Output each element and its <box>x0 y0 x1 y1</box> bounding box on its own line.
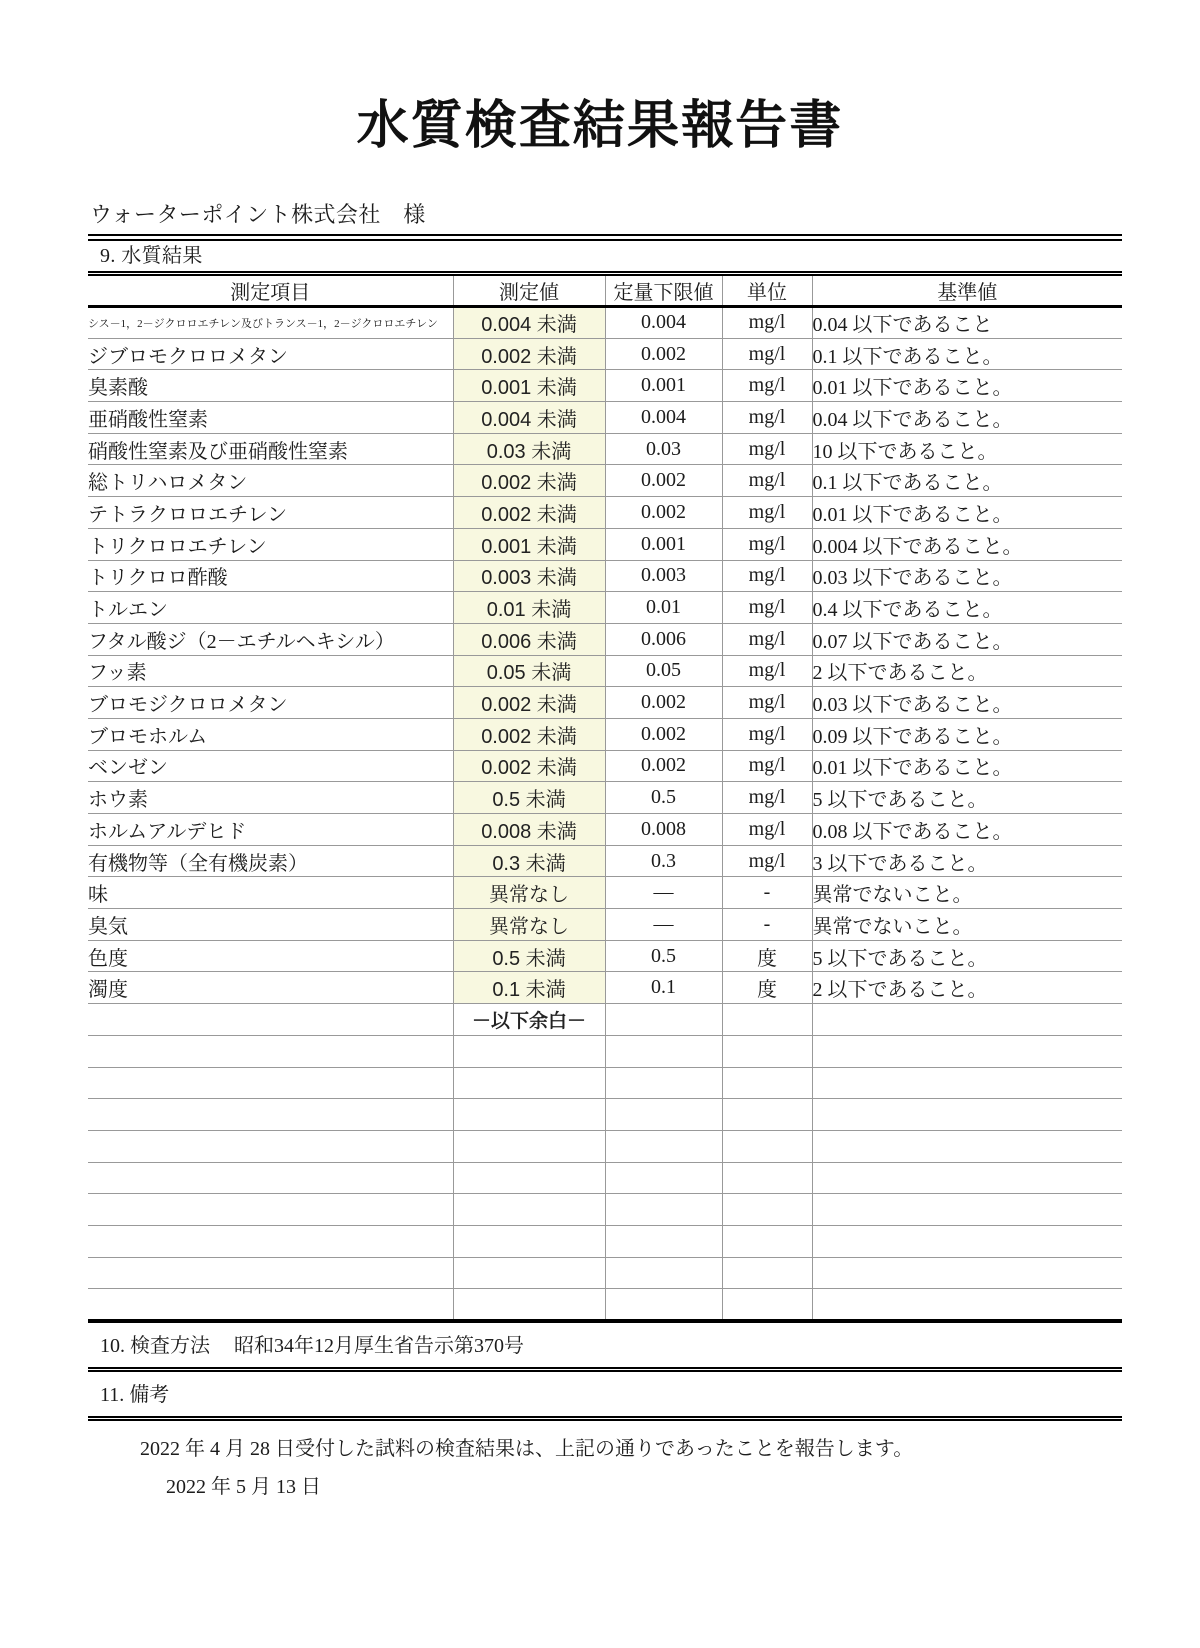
cell-value: 0.004 未満 <box>453 402 605 434</box>
cell-item: テトラクロロエチレン <box>88 497 453 529</box>
cell-standard <box>812 1162 1122 1194</box>
table-header-row <box>88 276 1122 307</box>
cell-item: トリクロロエチレン <box>88 528 453 560</box>
table-row <box>88 1257 1122 1289</box>
cell-unit <box>722 1035 812 1067</box>
cell-item <box>88 1067 453 1099</box>
cell-item: 臭気 <box>88 909 453 941</box>
cell-item: ホルムアルデヒド <box>88 814 453 846</box>
cell-value <box>453 1194 605 1226</box>
table-row <box>88 528 1122 560</box>
table-row <box>88 1225 1122 1257</box>
results-table-body <box>88 307 1122 1321</box>
cell-limit: 0.002 <box>605 750 722 782</box>
cell-unit: mg/l <box>722 465 812 497</box>
cell-item: 亜硝酸性窒素 <box>88 402 453 434</box>
cell-standard: 2 以下であること。 <box>812 972 1122 1004</box>
cell-item: ブロモジクロロメタン <box>88 687 453 719</box>
cell-item: ジブロモクロロメタン <box>88 338 453 370</box>
cell-standard <box>812 1004 1122 1036</box>
cell-value: 0.3 未満 <box>453 845 605 877</box>
cell-standard <box>812 1067 1122 1099</box>
cell-limit: 0.001 <box>605 528 722 560</box>
cell-unit: - <box>722 909 812 941</box>
report-body <box>88 234 1122 1501</box>
cell-value: 異常なし <box>453 909 605 941</box>
cell-value <box>453 1162 605 1194</box>
cell-item: 臭素酸 <box>88 370 453 402</box>
cell-limit <box>605 1004 722 1036</box>
cell-value: 0.006 未満 <box>453 623 605 655</box>
cell-unit: mg/l <box>722 433 812 465</box>
cell-item: トリクロロ酢酸 <box>88 560 453 592</box>
table-row <box>88 909 1122 941</box>
cell-item <box>88 1035 453 1067</box>
cell-standard: 2 以下であること。 <box>812 655 1122 687</box>
table-row <box>88 497 1122 529</box>
cell-limit: ― <box>605 909 722 941</box>
cell-unit: mg/l <box>722 782 812 814</box>
cell-limit: 0.002 <box>605 338 722 370</box>
table-row <box>88 307 1122 339</box>
cell-unit <box>722 1225 812 1257</box>
cell-standard: 0.07 以下であること。 <box>812 623 1122 655</box>
cell-value: 0.002 未満 <box>453 687 605 719</box>
cell-item: フッ素 <box>88 655 453 687</box>
cell-standard: 0.08 以下であること。 <box>812 814 1122 846</box>
cell-unit: mg/l <box>722 307 812 339</box>
cell-item <box>88 1289 453 1321</box>
table-row <box>88 338 1122 370</box>
cell-item: 濁度 <box>88 972 453 1004</box>
cell-unit: mg/l <box>722 560 812 592</box>
cell-limit: 0.003 <box>605 560 722 592</box>
cell-value: 異常なし <box>453 877 605 909</box>
cell-limit: 0.1 <box>605 972 722 1004</box>
table-row <box>88 370 1122 402</box>
cell-limit: ― <box>605 877 722 909</box>
cell-standard <box>812 1035 1122 1067</box>
cell-limit <box>605 1194 722 1226</box>
cell-unit: mg/l <box>722 814 812 846</box>
results-table <box>88 276 1122 1323</box>
cell-unit <box>722 1004 812 1036</box>
cell-limit: 0.01 <box>605 592 722 624</box>
cell-limit <box>605 1067 722 1099</box>
cell-limit: 0.006 <box>605 623 722 655</box>
cell-standard: 5 以下であること。 <box>812 940 1122 972</box>
cell-standard: 0.01 以下であること。 <box>812 750 1122 782</box>
cell-unit: mg/l <box>722 497 812 529</box>
table-row <box>88 1035 1122 1067</box>
cell-unit: mg/l <box>722 845 812 877</box>
cell-item: 硝酸性窒素及び亜硝酸性窒素 <box>88 433 453 465</box>
cell-standard <box>812 1130 1122 1162</box>
cell-value <box>453 1067 605 1099</box>
table-row <box>88 433 1122 465</box>
cell-value: －以下余白－ <box>453 1004 605 1036</box>
cell-standard: 0.4 以下であること。 <box>812 592 1122 624</box>
table-row <box>88 1162 1122 1194</box>
customer-name: ウォーターポイント株式会社 様 <box>90 202 426 227</box>
cell-standard <box>812 1289 1122 1321</box>
table-row <box>88 940 1122 972</box>
cell-standard: 0.04 以下であること <box>812 307 1122 339</box>
header-item: 測定項目 <box>88 276 453 307</box>
cell-value: 0.002 未満 <box>453 465 605 497</box>
cell-limit: 0.004 <box>605 307 722 339</box>
header-standard: 基準値 <box>812 276 1122 307</box>
cell-limit <box>605 1162 722 1194</box>
cell-value: 0.001 未満 <box>453 528 605 560</box>
cell-value <box>453 1035 605 1067</box>
cell-limit: 0.03 <box>605 433 722 465</box>
cell-value: 0.004 未満 <box>453 307 605 339</box>
cell-limit <box>605 1130 722 1162</box>
cell-limit: 0.5 <box>605 940 722 972</box>
cell-limit: 0.002 <box>605 687 722 719</box>
cell-unit <box>722 1289 812 1321</box>
cell-value <box>453 1225 605 1257</box>
cell-item: ホウ素 <box>88 782 453 814</box>
cell-unit <box>722 1194 812 1226</box>
cell-standard <box>812 1194 1122 1226</box>
cell-limit: 0.002 <box>605 465 722 497</box>
cell-value: 0.003 未満 <box>453 560 605 592</box>
cell-value: 0.03 未満 <box>453 433 605 465</box>
cell-standard: 10 以下であること。 <box>812 433 1122 465</box>
cell-standard: 0.03 以下であること。 <box>812 687 1122 719</box>
cell-item <box>88 1257 453 1289</box>
table-row <box>88 845 1122 877</box>
cell-value: 0.05 未満 <box>453 655 605 687</box>
table-row <box>88 750 1122 782</box>
header-limit: 定量下限値 <box>605 276 722 307</box>
cell-standard <box>812 1257 1122 1289</box>
cell-standard: 0.004 以下であること。 <box>812 528 1122 560</box>
cell-unit: mg/l <box>722 750 812 782</box>
cell-unit: mg/l <box>722 718 812 750</box>
cell-unit: mg/l <box>722 623 812 655</box>
table-row <box>88 465 1122 497</box>
cell-limit: 0.05 <box>605 655 722 687</box>
cell-value <box>453 1130 605 1162</box>
cell-limit: 0.008 <box>605 814 722 846</box>
cell-unit: mg/l <box>722 338 812 370</box>
cell-standard: 0.1 以下であること。 <box>812 338 1122 370</box>
cell-standard: 0.04 以下であること。 <box>812 402 1122 434</box>
cell-value: 0.002 未満 <box>453 497 605 529</box>
header-value: 測定値 <box>453 276 605 307</box>
report-date: 2022 年 5 月 13 日 <box>166 1475 321 1498</box>
table-row <box>88 718 1122 750</box>
cell-item: 有機物等（全有機炭素） <box>88 845 453 877</box>
cell-item: 色度 <box>88 940 453 972</box>
section-11-row <box>88 1372 1122 1416</box>
cell-unit: mg/l <box>722 655 812 687</box>
cell-unit: - <box>722 877 812 909</box>
cell-limit <box>605 1225 722 1257</box>
cell-unit: mg/l <box>722 592 812 624</box>
table-row <box>88 560 1122 592</box>
cell-value <box>453 1289 605 1321</box>
cell-limit: 0.001 <box>605 370 722 402</box>
cell-unit <box>722 1162 812 1194</box>
cell-limit: 0.5 <box>605 782 722 814</box>
section-divider-top <box>88 234 1122 241</box>
cell-standard: 0.1 以下であること。 <box>812 465 1122 497</box>
cell-limit: 0.002 <box>605 718 722 750</box>
table-row <box>88 877 1122 909</box>
cell-value <box>453 1257 605 1289</box>
cell-unit <box>722 1257 812 1289</box>
cell-item <box>88 1225 453 1257</box>
table-row <box>88 592 1122 624</box>
cell-unit: 度 <box>722 972 812 1004</box>
cell-standard <box>812 1099 1122 1131</box>
cell-value <box>453 1099 605 1131</box>
table-row <box>88 1004 1122 1036</box>
cell-limit <box>605 1099 722 1131</box>
cell-item <box>88 1130 453 1162</box>
cell-standard: 0.01 以下であること。 <box>812 497 1122 529</box>
cell-value: 0.008 未満 <box>453 814 605 846</box>
cell-limit <box>605 1257 722 1289</box>
table-row <box>88 1194 1122 1226</box>
cell-value: 0.002 未満 <box>453 750 605 782</box>
cell-item <box>88 1194 453 1226</box>
cell-value: 0.002 未満 <box>453 338 605 370</box>
section-10-value: 昭和34年12月厚生省告示第370号 <box>234 1334 524 1357</box>
table-row <box>88 655 1122 687</box>
cell-unit <box>722 1130 812 1162</box>
cell-limit: 0.004 <box>605 402 722 434</box>
cell-standard: 0.01 以下であること。 <box>812 370 1122 402</box>
page-title: 水質検査結果報告書 <box>356 97 844 155</box>
table-row <box>88 402 1122 434</box>
cell-standard: 異常でないこと。 <box>812 877 1122 909</box>
cell-item: フタル酸ジ（2－エチルヘキシル） <box>88 623 453 655</box>
header-unit: 単位 <box>722 276 812 307</box>
cell-item: ベンゼン <box>88 750 453 782</box>
cell-limit: 0.3 <box>605 845 722 877</box>
cell-item <box>88 1162 453 1194</box>
cell-standard: 0.09 以下であること。 <box>812 718 1122 750</box>
cell-unit: mg/l <box>722 370 812 402</box>
cell-value: 0.5 未満 <box>453 782 605 814</box>
cell-unit: mg/l <box>722 687 812 719</box>
table-row <box>88 814 1122 846</box>
cell-item: 総トリハロメタン <box>88 465 453 497</box>
cell-value: 0.01 未満 <box>453 592 605 624</box>
cell-limit <box>605 1289 722 1321</box>
cell-value: 0.001 未満 <box>453 370 605 402</box>
cell-item: トルエン <box>88 592 453 624</box>
cell-item <box>88 1004 453 1036</box>
cell-value: 0.1 未満 <box>453 972 605 1004</box>
cell-unit: 度 <box>722 940 812 972</box>
cell-unit: mg/l <box>722 402 812 434</box>
cell-standard: 異常でないこと。 <box>812 909 1122 941</box>
table-row <box>88 1130 1122 1162</box>
section-10-label: 10. 検査方法 <box>100 1334 210 1357</box>
table-row <box>88 972 1122 1004</box>
section-11-label: 11. 備考 <box>100 1383 170 1406</box>
table-row <box>88 782 1122 814</box>
cell-unit <box>722 1067 812 1099</box>
cell-value: 0.002 未満 <box>453 718 605 750</box>
table-row <box>88 1067 1122 1099</box>
cell-item: ブロモホルム <box>88 718 453 750</box>
table-row <box>88 687 1122 719</box>
cell-unit: mg/l <box>722 528 812 560</box>
table-row <box>88 1099 1122 1131</box>
cell-standard <box>812 1225 1122 1257</box>
cell-unit <box>722 1099 812 1131</box>
cell-item: シス－1，2－ジクロロエチレン及びトランス－1，2－ジクロロエチレン <box>88 307 453 339</box>
cell-standard: 0.03 以下であること。 <box>812 560 1122 592</box>
table-row <box>88 1289 1122 1321</box>
cell-limit <box>605 1035 722 1067</box>
cell-limit: 0.002 <box>605 497 722 529</box>
cell-item <box>88 1099 453 1131</box>
section-9-label: 9. 水質結果 <box>100 245 203 267</box>
cell-value: 0.5 未満 <box>453 940 605 972</box>
section-10-row <box>88 1323 1122 1367</box>
cell-standard: 5 以下であること。 <box>812 782 1122 814</box>
report-sentence: 2022 年 4 月 28 日受付した試料の検査結果は、上記の通りであったことを報告します。 <box>140 1437 914 1460</box>
table-row <box>88 623 1122 655</box>
cell-item: 味 <box>88 877 453 909</box>
section-11-divider <box>88 1416 1122 1421</box>
cell-standard: 3 以下であること。 <box>812 845 1122 877</box>
